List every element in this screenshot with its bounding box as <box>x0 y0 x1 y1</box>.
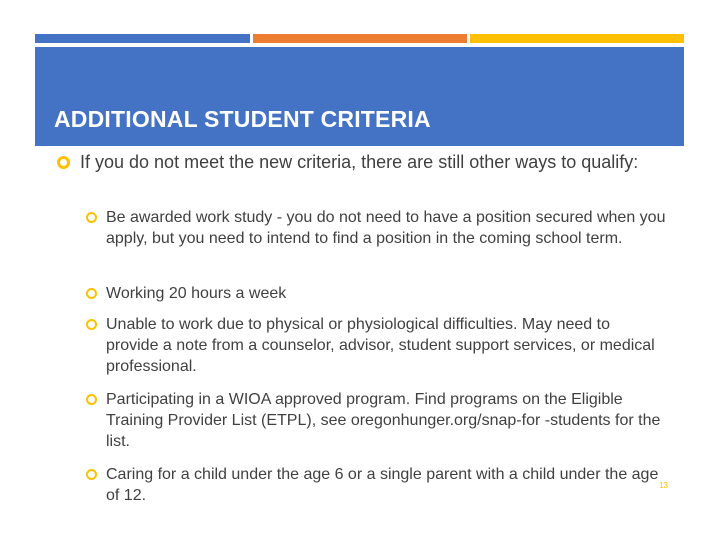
bullet-ring-icon <box>57 156 70 169</box>
list-item: Working 20 hours a week <box>106 285 287 302</box>
intro-text: If you do not meet the new criteria, there are still other ways to qualify: <box>80 152 639 172</box>
slide-title: ADDITIONAL STUDENT CRITERIA <box>54 106 431 132</box>
list-item: Be awarded work study - you do not need to have a position secured when you apply, but you need to intend to find a position in the coming school term. <box>106 209 666 247</box>
accent-bar-orange <box>253 34 467 43</box>
list-item: Participating in a WIOA approved program. Find programs on the Eligible Training Provider List (ETPL), see oregonhunger.org/snap-for -students for the list. <box>106 391 661 450</box>
bullet-ring-icon <box>86 319 97 330</box>
bullet-ring-icon <box>86 394 97 405</box>
title-band <box>35 47 684 146</box>
bullet-ring-icon <box>86 469 97 480</box>
page-number: 13 <box>659 481 668 490</box>
accent-bar-yellow <box>470 34 684 43</box>
list-item: Unable to work due to physical or physiological difficulties. May need to provide a note from a counselor, advisor, student support services, or medical professional. <box>106 316 655 375</box>
bullet-ring-icon <box>86 212 97 223</box>
accent-bar-blue <box>35 34 250 43</box>
list-item: Caring for a child under the age 6 or a single parent with a child under the age of 12. <box>106 466 659 504</box>
bullet-ring-icon <box>86 288 97 299</box>
